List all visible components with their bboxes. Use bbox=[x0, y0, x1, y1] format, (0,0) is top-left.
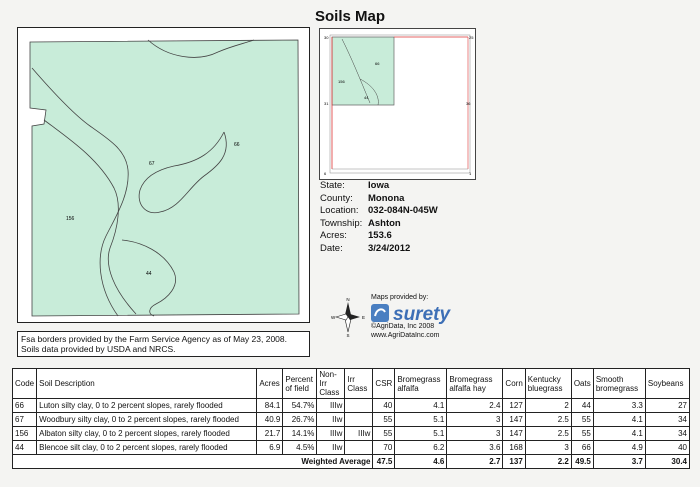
locator-corner-tr: 25 bbox=[469, 35, 474, 40]
table-row bbox=[13, 413, 690, 427]
table-header-row bbox=[13, 369, 690, 399]
info-row-state bbox=[320, 180, 438, 193]
col-header: Smooth bromegrass bbox=[593, 369, 645, 399]
wa-csr: 47.5 bbox=[373, 455, 395, 469]
location-info bbox=[320, 180, 438, 255]
cell-bromegrass-alfalfa: 5.1 bbox=[395, 413, 447, 427]
cell-percent: 54.7% bbox=[283, 399, 317, 413]
map-label-67: 67 bbox=[149, 161, 155, 167]
cell-irr: IIIw bbox=[345, 427, 373, 441]
info-label: State: bbox=[320, 180, 345, 191]
col-header: Non-Irr Class bbox=[317, 369, 345, 399]
info-label: County: bbox=[320, 192, 353, 204]
surety-logo bbox=[371, 302, 511, 324]
source-notes bbox=[17, 331, 310, 357]
cell-bromegrass-alfalfa: 4.1 bbox=[395, 399, 447, 413]
table-row bbox=[13, 427, 690, 441]
info-label: Location: bbox=[320, 205, 359, 216]
cell-corn: 147 bbox=[503, 427, 525, 441]
col-header: Bromegrass alfalfa hay bbox=[447, 369, 503, 399]
cell-acres: 6.9 bbox=[257, 441, 283, 455]
locator-corner-tl: 30 bbox=[324, 35, 329, 40]
cell-non-irr: IIw bbox=[317, 413, 345, 427]
soils-table bbox=[12, 368, 690, 469]
locator-label-44: 44 bbox=[364, 95, 369, 100]
cell-description: Luton silty clay, 0 to 2 percent slopes, rarely flooded bbox=[37, 399, 257, 413]
cell-code: 44 bbox=[13, 441, 37, 455]
col-header: Percent of field bbox=[283, 369, 317, 399]
col-header: Acres bbox=[257, 369, 283, 399]
col-header: Oats bbox=[571, 369, 593, 399]
cell-smooth-bromegrass: 4.1 bbox=[593, 413, 645, 427]
surety-logo-mark-icon bbox=[371, 304, 389, 322]
cell-smooth-bromegrass: 4.1 bbox=[593, 427, 645, 441]
cell-bromegrass-alfalfa: 5.1 bbox=[395, 427, 447, 441]
cell-description: Albaton silty clay, 0 to 2 percent slopes, rarely flooded bbox=[37, 427, 257, 441]
surety-logo-text: surety bbox=[393, 304, 451, 324]
weighted-average-label: Weighted Average bbox=[13, 455, 373, 469]
cell-bromegrass-alfalfa: 6.2 bbox=[395, 441, 447, 455]
locator-corner-bl: 6 bbox=[324, 171, 327, 176]
provider-url[interactable]: www.AgriDataInc.com bbox=[371, 331, 440, 339]
info-row-county bbox=[320, 193, 438, 206]
cell-code: 156 bbox=[13, 427, 37, 441]
cell-smooth-bromegrass: 3.3 bbox=[593, 399, 645, 413]
locator-corner-br: 1 bbox=[469, 171, 472, 176]
cell-irr bbox=[345, 413, 373, 427]
cell-bromegrass-alfalfa-hay: 3 bbox=[447, 413, 503, 427]
maps-provided-by: Maps provided by: bbox=[371, 294, 429, 301]
note-fsa: Fsa borders provided by the Farm Service Agency as of May 23, 2008. bbox=[21, 334, 287, 344]
info-value: 032-084N-045W bbox=[368, 205, 438, 216]
page-title: Soils Map bbox=[314, 8, 385, 25]
cell-description: Blencoe silt clay, 0 to 2 percent slopes, rarely flooded bbox=[37, 441, 257, 455]
cell-csr: 40 bbox=[373, 399, 395, 413]
cell-irr bbox=[345, 441, 373, 455]
cell-corn: 168 bbox=[503, 441, 525, 455]
provider-credit bbox=[371, 323, 439, 340]
col-header: Corn bbox=[503, 369, 525, 399]
col-header: Irr Class bbox=[345, 369, 373, 399]
info-value: 153.6 bbox=[368, 230, 392, 241]
cell-oats: 55 bbox=[571, 427, 593, 441]
cell-corn: 147 bbox=[503, 413, 525, 427]
wa-corn: 137 bbox=[503, 455, 525, 469]
cell-soybeans: 34 bbox=[645, 427, 689, 441]
cell-kentucky-bluegrass: 2 bbox=[525, 399, 571, 413]
compass-s: S bbox=[346, 333, 350, 338]
cell-kentucky-bluegrass: 3 bbox=[525, 441, 571, 455]
info-row-date bbox=[320, 243, 438, 256]
cell-bromegrass-alfalfa-hay: 3.6 bbox=[447, 441, 503, 455]
cell-percent: 4.5% bbox=[283, 441, 317, 455]
cell-bromegrass-alfalfa-hay: 2.4 bbox=[447, 399, 503, 413]
table-row bbox=[13, 399, 690, 413]
field-boundary bbox=[30, 40, 299, 316]
info-value: Monona bbox=[368, 192, 405, 204]
locator-label-156: 156 bbox=[338, 79, 345, 84]
cell-csr: 55 bbox=[373, 427, 395, 441]
cell-soybeans: 40 bbox=[645, 441, 689, 455]
col-header: Soil Description bbox=[37, 369, 257, 399]
info-row-acres bbox=[320, 230, 438, 243]
cell-soybeans: 34 bbox=[645, 413, 689, 427]
info-value: Ashton bbox=[368, 217, 401, 229]
locator-right-mid: 36 bbox=[466, 101, 471, 106]
info-row-location bbox=[320, 205, 438, 218]
cell-csr: 55 bbox=[373, 413, 395, 427]
wa-bromegrass-alfalfa-hay: 2.7 bbox=[447, 455, 503, 469]
wa-kentucky-bluegrass: 2.2 bbox=[525, 455, 571, 469]
wa-smooth-bromegrass: 3.7 bbox=[593, 455, 645, 469]
cell-acres: 40.9 bbox=[257, 413, 283, 427]
compass-w: W bbox=[331, 315, 336, 320]
map-label-156: 156 bbox=[66, 216, 75, 222]
soils-map bbox=[17, 27, 310, 323]
note-soils: Soils data provided by USDA and NRCS. bbox=[21, 344, 176, 354]
cell-smooth-bromegrass: 4.9 bbox=[593, 441, 645, 455]
cell-csr: 70 bbox=[373, 441, 395, 455]
cell-oats: 44 bbox=[571, 399, 593, 413]
cell-corn: 127 bbox=[503, 399, 525, 413]
cell-non-irr: IIw bbox=[317, 441, 345, 455]
compass-n: N bbox=[346, 297, 350, 302]
section-locator-map bbox=[319, 28, 476, 180]
cell-oats: 55 bbox=[571, 413, 593, 427]
cell-kentucky-bluegrass: 2.5 bbox=[525, 413, 571, 427]
cell-description: Woodbury silty clay, 0 to 2 percent slopes, rarely flooded bbox=[37, 413, 257, 427]
cell-bromegrass-alfalfa-hay: 3 bbox=[447, 427, 503, 441]
col-header: Code bbox=[13, 369, 37, 399]
cell-percent: 26.7% bbox=[283, 413, 317, 427]
cell-irr bbox=[345, 399, 373, 413]
wa-bromegrass-alfalfa: 4.6 bbox=[395, 455, 447, 469]
cell-acres: 21.7 bbox=[257, 427, 283, 441]
soils-map-drawing bbox=[18, 28, 309, 322]
info-row-township bbox=[320, 218, 438, 231]
locator-drawing bbox=[320, 29, 475, 179]
wa-soybeans: 30.4 bbox=[645, 455, 689, 469]
weighted-average-row bbox=[13, 455, 690, 469]
compass-rose-icon bbox=[330, 296, 366, 338]
col-header: Kentucky bluegrass bbox=[525, 369, 571, 399]
info-label: Date: bbox=[320, 242, 343, 254]
locator-left-mid: 31 bbox=[324, 101, 329, 106]
locator-field bbox=[332, 37, 394, 105]
cell-code: 66 bbox=[13, 399, 37, 413]
wa-oats: 49.5 bbox=[571, 455, 593, 469]
table-row bbox=[13, 441, 690, 455]
locator-label-66: 66 bbox=[375, 61, 380, 66]
provider-copyright: ©AgriData, Inc 2008 bbox=[371, 323, 435, 330]
map-label-66: 66 bbox=[234, 142, 240, 148]
compass-e: E bbox=[362, 315, 366, 320]
cell-non-irr: IIIw bbox=[317, 427, 345, 441]
info-label: Township: bbox=[320, 217, 363, 229]
col-header: Soybeans bbox=[645, 369, 689, 399]
map-label-44: 44 bbox=[146, 271, 152, 277]
cell-non-irr: IIIw bbox=[317, 399, 345, 413]
info-value: Iowa bbox=[368, 180, 390, 191]
cell-acres: 84.1 bbox=[257, 399, 283, 413]
cell-percent: 14.1% bbox=[283, 427, 317, 441]
col-header: Bromegrass alfalfa bbox=[395, 369, 447, 399]
col-header: CSR bbox=[373, 369, 395, 399]
info-label: Acres: bbox=[320, 230, 347, 241]
info-value: 3/24/2012 bbox=[368, 242, 411, 254]
cell-soybeans: 27 bbox=[645, 399, 689, 413]
cell-oats: 66 bbox=[571, 441, 593, 455]
cell-kentucky-bluegrass: 2.5 bbox=[525, 427, 571, 441]
cell-code: 67 bbox=[13, 413, 37, 427]
